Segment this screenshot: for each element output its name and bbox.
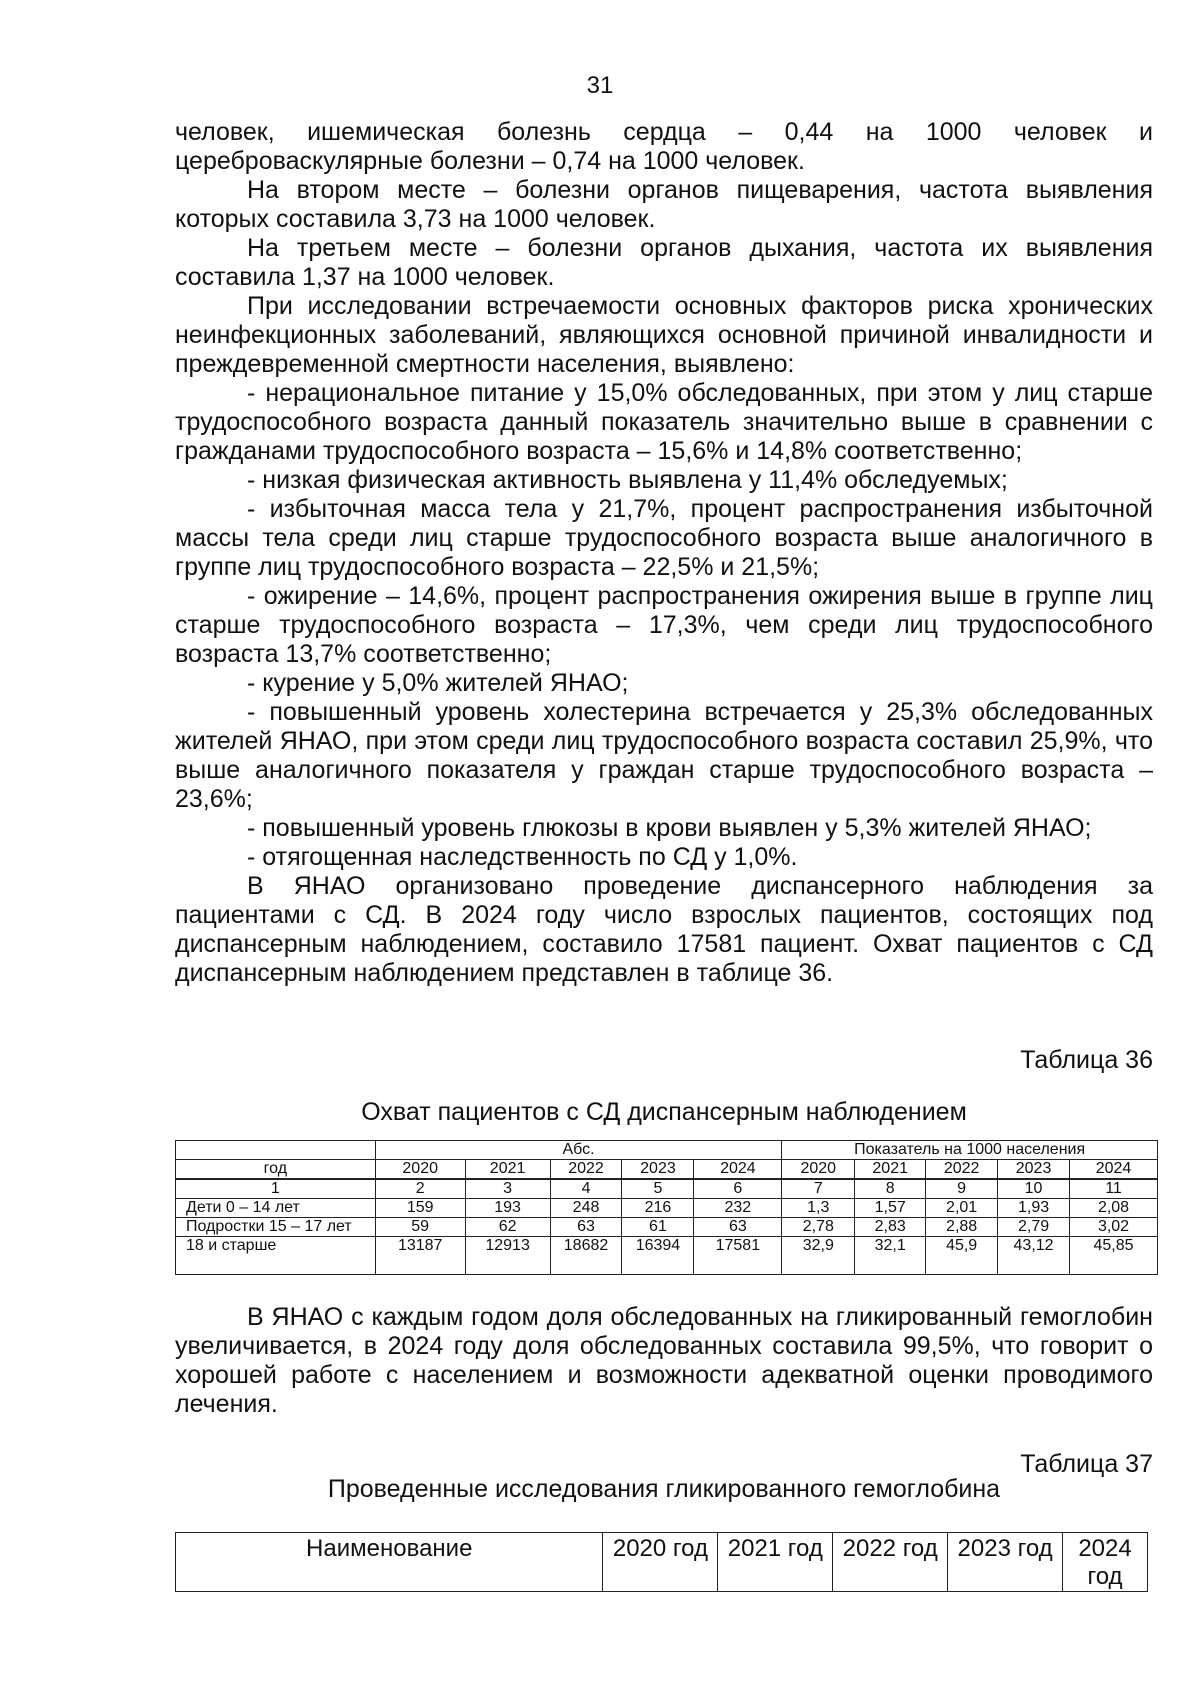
table-cell: 2 — [375, 1179, 465, 1199]
table37 — [175, 1532, 1148, 1592]
table-cell: 216 — [622, 1199, 694, 1218]
table-cell: 59 — [375, 1218, 465, 1237]
table-header-row — [176, 1141, 1158, 1160]
list-item: - избыточная масса тела у 21,7%, процент распространения избыточной массы тела среди лиц старше трудоспособного возраста выше аналогичного в группе лиц трудоспособного возраста – 22,5% и 21,5%; — [175, 495, 1153, 581]
paragraph: В ЯНАО с каждым годом доля обследованных на гликированный гемоглобин увеличивается, в 2024 году доля обследованных составила 99,5%, что говорит о хорошей работе с населением и возможности адекватной оценки проводимого лечения. — [175, 1303, 1153, 1418]
table-cell: 1 — [176, 1179, 376, 1199]
table-header: год — [176, 1160, 376, 1180]
table-cell: 232 — [694, 1199, 782, 1218]
table-row-label: Дети 0 – 14 лет — [176, 1199, 376, 1218]
paragraph: При исследовании встречаемости основных факторов риска хронических неинфекционных заболеваний, являющихся основной причиной инвалидности и преждевременной смертности населения, выявлено: — [175, 292, 1153, 378]
table-header: 2020 — [375, 1160, 465, 1180]
table-header: 2024 — [694, 1160, 782, 1180]
list-item: - повышенный уровень холестерина встречается у 25,3% обследованных жителей ЯНАО, при этом среди лиц трудоспособного возраста составил 25,9%, что выше аналогичного показателя у граждан старше трудоспособного возраста – 23,6%; — [175, 698, 1153, 813]
table-header: 2024 год — [1063, 1533, 1148, 1592]
table-header-row — [176, 1533, 1148, 1592]
list-item: - повышенный уровень глюкозы в крови выявлен у 5,3% жителей ЯНАО; — [247, 814, 1092, 842]
table-cell: 61 — [622, 1218, 694, 1237]
table-cell: 11 — [1070, 1179, 1158, 1199]
paragraph: В ЯНАО организовано проведение диспансерного наблюдения за пациентами с СД. В 2024 году число взрослых пациентов, состоящих под диспансерным наблюдением, составило 17581 пациент. Охват пациентов с СД диспансерным наблюдением представлен в таблице 36. — [175, 872, 1153, 987]
body-text — [175, 118, 1153, 988]
table-cell: 159 — [375, 1199, 465, 1218]
table-header: Наименование — [176, 1533, 603, 1592]
table-row — [176, 1218, 1158, 1237]
table-cell: 1,57 — [855, 1199, 926, 1218]
list-item: - низкая физическая активность выявлена у 11,4% обследуемых; — [247, 466, 1008, 494]
table-header: 2021 — [465, 1160, 550, 1180]
table-cell: 8 — [855, 1179, 926, 1199]
table-header: 2021 год — [718, 1533, 833, 1592]
table-header: 2022 год — [833, 1533, 948, 1592]
table-cell: 2,01 — [926, 1199, 998, 1218]
table-cell: 32,9 — [782, 1237, 855, 1275]
table-header: 2022 — [926, 1160, 998, 1180]
table-cell: 10 — [998, 1179, 1070, 1199]
table-header: 2023 — [622, 1160, 694, 1180]
table-cell: 2,08 — [1070, 1199, 1158, 1218]
table-cell: 2,79 — [998, 1218, 1070, 1237]
table-row-label: Подростки 15 – 17 лет — [176, 1218, 376, 1237]
table-header: 2023 год — [948, 1533, 1063, 1592]
list-item: - отягощенная наследственность по СД у 1,0%. — [247, 843, 798, 871]
paragraph: человек, ишемическая болезнь сердца – 0,44 на 1000 человек и цереброваскулярные болезни – 0,74 на 1000 человек. — [175, 118, 1153, 175]
list-item: - курение у 5,0% жителей ЯНАО; — [247, 669, 629, 697]
table-header: 2022 — [550, 1160, 622, 1180]
table-row-label: 18 и старше — [176, 1237, 376, 1275]
table-cell: 45,9 — [926, 1237, 998, 1275]
table-cell: 12913 — [465, 1237, 550, 1275]
table-cell: 63 — [694, 1218, 782, 1237]
table36 — [175, 1140, 1158, 1275]
table-cell: 63 — [550, 1218, 622, 1237]
table-cell: 62 — [465, 1218, 550, 1237]
table-cell: 1,3 — [782, 1199, 855, 1218]
table-cell: 6 — [694, 1179, 782, 1199]
table-cell: 9 — [926, 1179, 998, 1199]
table-cell: 2,83 — [855, 1218, 926, 1237]
table-cell: 248 — [550, 1199, 622, 1218]
paragraph: На третьем месте – болезни органов дыхания, частота их выявления составила 1,37 на 1000 человек. — [175, 234, 1153, 291]
table-row — [176, 1237, 1158, 1275]
table-cell: 2,88 — [926, 1218, 998, 1237]
table-group-header: Абс. — [375, 1141, 782, 1160]
body-text-after-table36 — [175, 1303, 1153, 1419]
paragraph: На втором месте – болезни органов пищеварения, частота выявления которых составила 3,73 на 1000 человек. — [175, 176, 1153, 233]
table-cell: 45,85 — [1070, 1237, 1158, 1275]
list-item: - нерациональное питание у 15,0% обследованных, при этом у лиц старше трудоспособного возраста данный показатель значительно выше в сравнении с гражданами трудоспособного возраста – 15,6% и 14,8% соответственно; — [175, 379, 1153, 465]
table-cell: 2,78 — [782, 1218, 855, 1237]
table37-title: Проведенные исследования гликированного гемоглобина — [327, 1475, 1001, 1503]
table-cell: 43,12 — [998, 1237, 1070, 1275]
table36-title: Охват пациентов с СД диспансерным наблюдением — [361, 1098, 967, 1126]
table-header-row — [176, 1160, 1158, 1180]
page-number: 31 — [586, 72, 614, 99]
table37-label: Таблица 37 — [1020, 1450, 1153, 1478]
table-cell: 4 — [550, 1179, 622, 1199]
table36-label: Таблица 36 — [1020, 1046, 1153, 1074]
table-header: 2024 — [1070, 1160, 1158, 1180]
table-header: 2023 — [998, 1160, 1070, 1180]
table-cell: 193 — [465, 1199, 550, 1218]
table-cell: 3 — [465, 1179, 550, 1199]
table-cell: 5 — [622, 1179, 694, 1199]
table-cell: 7 — [782, 1179, 855, 1199]
table-row — [176, 1199, 1158, 1218]
table-header: 2020 — [782, 1160, 855, 1180]
table-cell: 13187 — [375, 1237, 465, 1275]
table-cell: 1,93 — [998, 1199, 1070, 1218]
table-cell: 18682 — [550, 1237, 622, 1275]
table-cell: 3,02 — [1070, 1218, 1158, 1237]
table-group-header: Показатель на 1000 населения — [782, 1141, 1158, 1160]
table-header: 2020 год — [603, 1533, 718, 1592]
table-column-numbers-row — [176, 1179, 1158, 1199]
table-cell: 32,1 — [855, 1237, 926, 1275]
table-cell: 16394 — [622, 1237, 694, 1275]
table-cell: 17581 — [694, 1237, 782, 1275]
table-header: 2021 — [855, 1160, 926, 1180]
list-item: - ожирение – 14,6%, процент распространения ожирения выше в группе лиц старше трудоспособного возраста – 17,3%, чем среди лиц трудоспособного возраста 13,7% соответственно; — [175, 582, 1153, 668]
table-cell — [176, 1141, 376, 1160]
